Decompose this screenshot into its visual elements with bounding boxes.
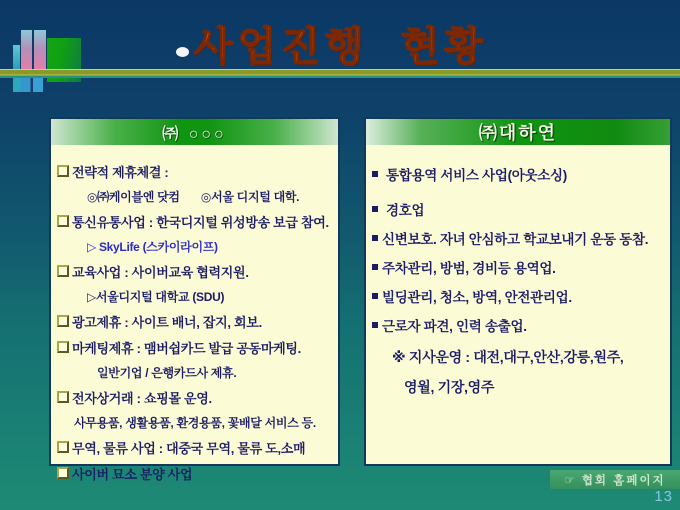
list-item xyxy=(57,288,334,305)
list-item xyxy=(57,212,334,231)
list-item xyxy=(372,377,666,397)
right-panel-body xyxy=(366,145,670,397)
right-panel-header: ㈜대하연 xyxy=(366,119,670,145)
square-fill-bullet-icon xyxy=(372,206,378,212)
list-item xyxy=(372,199,666,219)
square-outline-bullet-icon xyxy=(57,315,69,327)
square-fill-bullet-icon xyxy=(372,235,378,241)
item-text: 교육사업 : 사이버교육 협력지원. xyxy=(72,265,249,280)
list-item xyxy=(57,162,334,181)
title-bullet-dot xyxy=(176,47,189,57)
item-text: 통신유통사업 : 한국디지털 위성방송 보급 참여. xyxy=(72,215,329,230)
list-item xyxy=(372,347,666,367)
horizontal-divider-band xyxy=(0,69,680,78)
square-outline-bullet-icon xyxy=(57,215,69,227)
list-item xyxy=(57,338,334,357)
item-text: ▷서울디지털 대학교 (SDU) xyxy=(87,290,225,304)
item-text: 무역, 물류 사업 : 대중국 무역, 물류 도,소매 xyxy=(72,441,306,456)
left-panel-body xyxy=(51,145,338,483)
list-item xyxy=(57,464,334,483)
square-outline-bullet-icon xyxy=(57,441,69,453)
item-text: ◎㈜케이블엔 닷컴 ◎서울 디지털 대학. xyxy=(87,190,300,204)
item-text: 광고제휴 : 사이트 배너, 잡지, 회보. xyxy=(72,315,262,330)
decoration-pink-bar-1 xyxy=(21,30,32,71)
square-fill-bullet-icon xyxy=(372,293,378,299)
item-text: 주차관리, 방범, 경비등 용역업. xyxy=(382,261,556,276)
association-homepage-button[interactable]: ☞ 협회 홈페이지 xyxy=(550,470,680,489)
list-item xyxy=(57,238,334,255)
item-text: 사무용품, 생활용품, 환경용품, 꽃배달 서비스 등. xyxy=(74,416,316,430)
square-outline-bullet-icon xyxy=(57,391,69,403)
item-text: 빌딩관리, 청소, 방역, 안전관리업. xyxy=(382,290,572,305)
square-fill-bullet-icon xyxy=(372,264,378,270)
square-outline-bullet-icon xyxy=(57,467,69,479)
left-company-panel xyxy=(49,117,340,482)
item-text: 마케팅제휴 : 맴버쉽카드 발급 공동마케팅. xyxy=(72,341,301,356)
list-item xyxy=(57,188,334,205)
list-item xyxy=(57,312,334,331)
square-outline-bullet-icon xyxy=(57,341,69,353)
item-text: 경호업 xyxy=(386,203,425,218)
list-item xyxy=(57,388,334,407)
list-item xyxy=(372,286,666,306)
item-text: 사이버 묘소 분양 사업 xyxy=(72,467,193,482)
right-company-panel xyxy=(364,117,672,466)
item-text: 전자상거래 : 쇼핑몰 운영. xyxy=(72,391,212,406)
page-number: 13 xyxy=(654,488,673,505)
item-text: 신변보호. 자녀 안심하고 학교보내기 운동 동참. xyxy=(382,232,649,247)
decoration-cyan-bar xyxy=(13,45,20,71)
list-item xyxy=(57,364,334,381)
item-text: 근로자 파견, 인력 송출업. xyxy=(382,319,527,334)
item-text: ▷ SkyLife (스카이라이프) xyxy=(87,240,218,254)
square-outline-bullet-icon xyxy=(57,265,69,277)
list-item xyxy=(57,414,334,431)
page-title: 사업진행 현황 xyxy=(194,25,488,69)
square-outline-bullet-icon xyxy=(57,165,69,177)
list-item xyxy=(372,228,666,248)
list-item xyxy=(57,438,334,457)
item-text: 전략적 제휴체결 : xyxy=(72,165,169,180)
item-text: ※ 지사운영 : 대전,대구,안산,강릉,원주, xyxy=(392,349,624,365)
list-item xyxy=(372,164,666,184)
decoration-pink-bar-2 xyxy=(34,30,46,71)
list-item xyxy=(57,262,334,281)
list-item xyxy=(372,315,666,335)
left-panel-header: ㈜ ○○○ xyxy=(51,119,338,145)
item-text: 통합용역 서비스 사업(아웃소싱) xyxy=(386,168,567,183)
list-item xyxy=(372,257,666,277)
square-fill-bullet-icon xyxy=(372,171,378,177)
item-text: 영월, 기장,영주 xyxy=(404,379,495,395)
square-fill-bullet-icon xyxy=(372,322,378,328)
item-text: 일반기업 / 은행카드사 제휴. xyxy=(97,366,237,380)
